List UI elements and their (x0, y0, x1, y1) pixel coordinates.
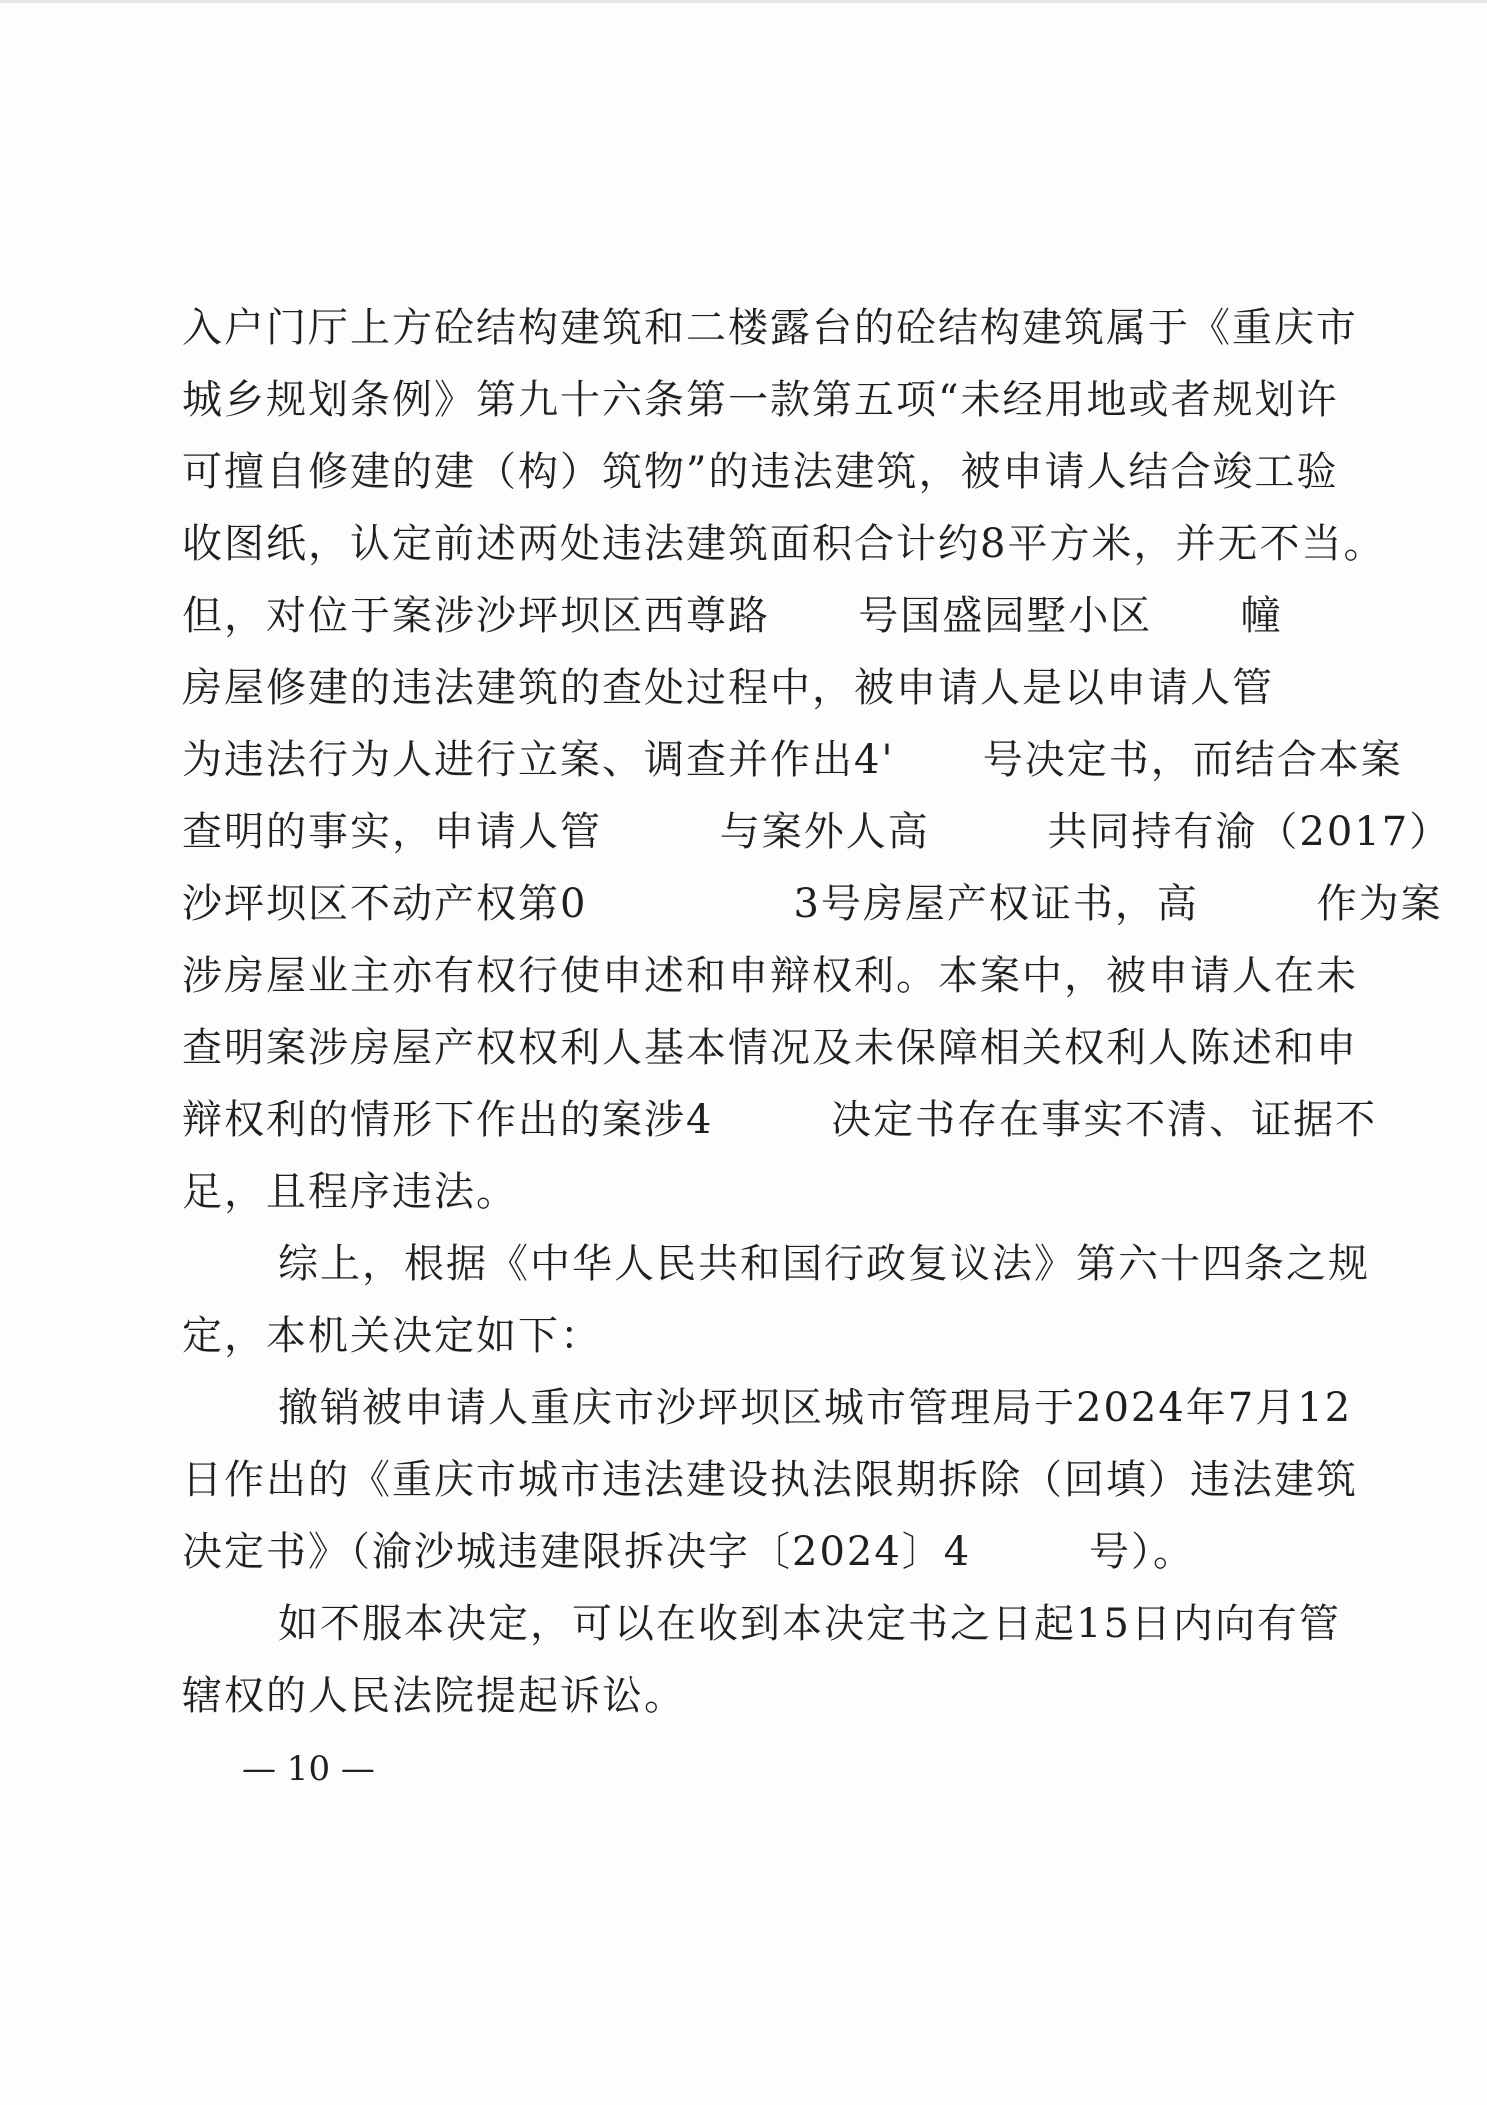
page-number: — 10 — (242, 1749, 375, 1789)
appeal-line-1: 如不服本决定，可以在收到本决定书之日起15日内向有管 (278, 1601, 1341, 1647)
body-line-11: 查明案涉房屋产权权利人基本情况及未保障相关权利人陈述和申 (182, 1025, 1358, 1071)
body-line-6: 房屋修建的违法建筑的查处过程中，被申请人是以申请人管 (182, 665, 1274, 711)
body-line-1: 入户门厅上方砼结构建筑和二楼露台的砼结构建筑属于《重庆市 (182, 305, 1358, 351)
decision-line-3: 决定书》（渝沙城违建限拆决字〔2024〕4 号）。 (182, 1529, 1195, 1575)
body-line-13: 足，且程序违法。 (182, 1169, 518, 1215)
body-line-7: 为违法行为人进行立案、调查并作出4' 号决定书，而结合本案 (182, 737, 1403, 783)
decision-line-1: 撤销被申请人重庆市沙坪坝区城市管理局于2024年7月12 (278, 1385, 1353, 1431)
body-line-2: 城乡规划条例》第九十六条第一款第五项“未经用地或者规划许 (182, 377, 1339, 423)
body-line-4: 收图纸，认定前述两处违法建筑面积合计约8平方米，并无不当。 (182, 521, 1386, 567)
body-line-8: 查明的事实，申请人管 与案外人高 共同持有渝（2017） (182, 809, 1452, 855)
body-line-10: 涉房屋业主亦有权行使申述和申辩权利。本案中，被申请人在未 (182, 953, 1358, 999)
appeal-line-2: 辖权的人民法院提起诉讼。 (182, 1673, 686, 1719)
body-line-9: 沙坪坝区不动产权第0 3号房屋产权证书，高 作为案 (182, 881, 1443, 927)
body-line-3: 可擅自修建的建（构）筑物”的违法建筑，被申请人结合竣工验 (182, 449, 1339, 495)
decision-line-2: 日作出的《重庆市城市违法建设执法限期拆除（回填）违法建筑 (182, 1457, 1358, 1503)
summary-line-1: 综上，根据《中华人民共和国行政复议法》第六十四条之规 (278, 1241, 1370, 1287)
scan-edge (0, 0, 1487, 3)
summary-line-2: 定，本机关决定如下： (182, 1313, 602, 1359)
body-line-5: 但，对位于案涉沙坪坝区西尊路 号国盛园墅小区 幢 (182, 593, 1283, 639)
body-line-12: 辩权利的情形下作出的案涉4 决定书存在事实不清、证据不 (182, 1097, 1378, 1143)
